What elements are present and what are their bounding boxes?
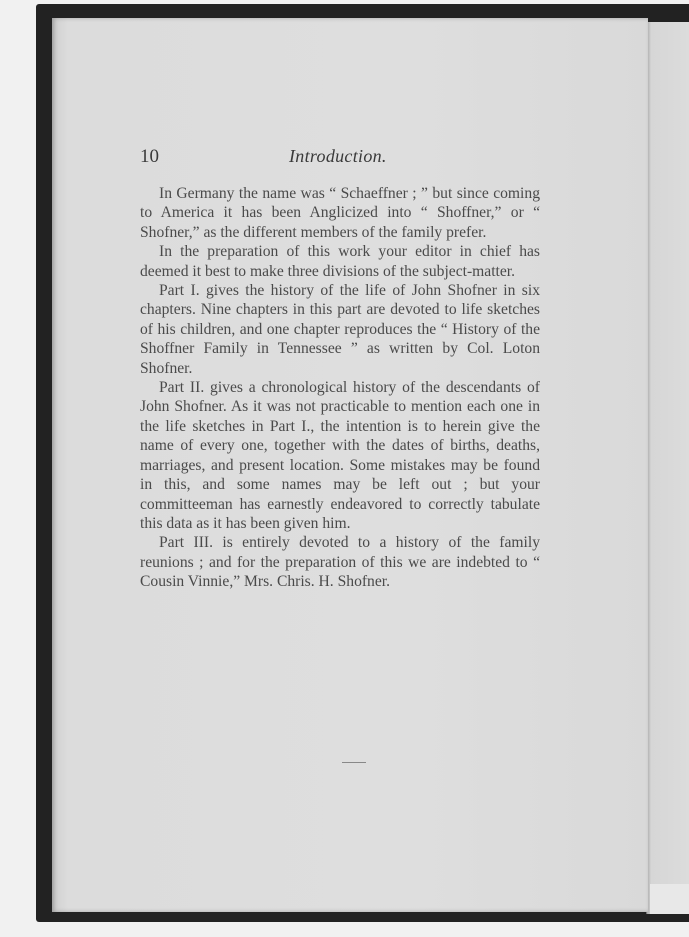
paragraph-divisions: In the preparation of this work your editor in chief has deemed it best to make three divisions of the subject-matter. [140, 243, 540, 280]
page-header [140, 146, 540, 170]
decorative-rule [342, 762, 366, 763]
page-corner [650, 884, 689, 914]
next-page-edge [646, 22, 689, 914]
running-head: Introduction. [289, 146, 387, 166]
paragraph-part-three: Part III. is entirely devoted to a history of the family reunions ; and for the preparation of this we are indebted to “ Cousin Vinnie,” Mrs. Chris. H. Shofner. [140, 534, 540, 591]
paragraph-part-two: Part II. gives a chronological history of the descendants of John Shofner. As it was not practicable to mention each one in the life sketches in Part I., the intention is to herein give the name of every one, together with the dates of births, deaths, marriages, and present location. Some mistakes may be found in this, and some names may be left out ; but your committeeman has earnestly endeavored to correctly tabulate this data as it has been given him. [140, 379, 540, 532]
paragraph-name-origin: In Germany the name was “ Schaeffner ; ” but since coming to America it has been Anglicized into “ Shoffner,” or “ Shofner,” as the different members of the family prefer. [140, 185, 540, 241]
page-number: 10 [140, 146, 159, 167]
page-body [140, 184, 540, 592]
paragraph-part-one: Part I. gives the history of the life of John Shofner in six chapters. Nine chapters in this part are devoted to life sketches of his children, and one chapter reproduces the “ History of the Shoffner Family in Tennessee ” as written by Col. Loton Shofner. [140, 282, 540, 377]
